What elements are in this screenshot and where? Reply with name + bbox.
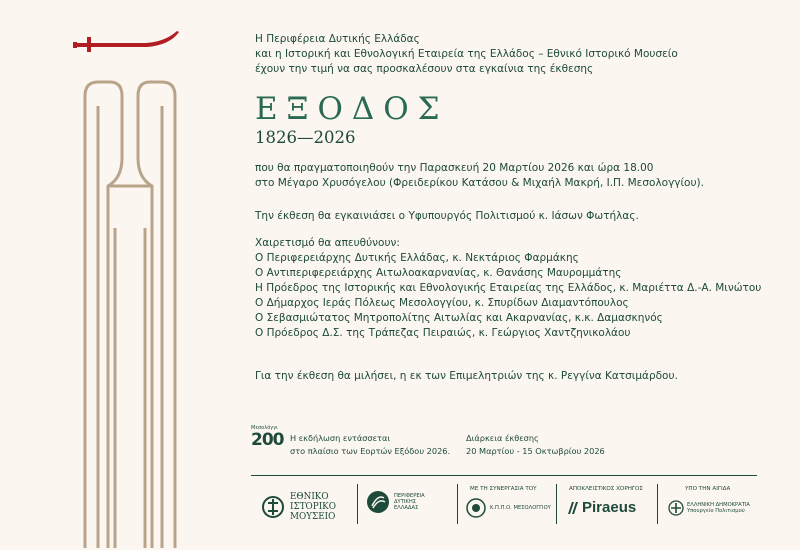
opening-text: Την έκθεση θα εγκαινιάσει ο Υφυπουργός Πολιτισμού κ. Ιάσων Φωτήλας. — [255, 210, 639, 222]
speaker-text: Για την έκθεση θα μιλήσει, η εκ των Επιμελητριών της κ. Ρεγγίνα Κατσιμάρδου. — [255, 370, 678, 382]
framework-text — [290, 432, 450, 458]
duration-label: Διάρκεια έκθεσης — [466, 433, 539, 443]
partner-name: Κ.Π.Π.Ο. ΜΕΣΟΛΟΓΓΙΟΥ — [490, 505, 551, 511]
region-emblem-icon — [366, 490, 390, 514]
greeting-item: Ο Δήμαρχος Ιεράς Πόλεως Μεσολογγίου, κ. Σπυρίδων Διαμαντόπουλος — [255, 297, 629, 309]
greeting-item: Η Πρόεδρος της Ιστορικής και Εθνολογικής Εταιρείας της Ελλάδος, κ. Μαριέττα Δ.-Α. Μινώτου — [255, 282, 762, 294]
exhibition-title: ΕΞΟΔΟΣ — [255, 91, 449, 127]
piraeus-slash-icon — [567, 501, 579, 515]
museum-emblem-icon — [262, 495, 284, 519]
region-name — [394, 493, 425, 511]
sponsor-caption: ΑΠΟΚΛΕΙΣΤΙΚΟΣ ΧΟΡΗΓΟΣ — [569, 486, 643, 492]
sponsor-name: Piraeus — [582, 499, 637, 516]
region-name-line: ΕΛΛΑΔΑΣ — [394, 505, 419, 511]
footer-separator — [457, 484, 458, 524]
aegis-name-line: Υπουργείο Πολιτισμού — [687, 508, 745, 514]
museum-name — [290, 492, 336, 522]
sword-icon — [73, 28, 183, 52]
greeting-item: Ο Σεβασμιώτατος Μητροπολίτης Αιτωλίας και Ακαρνανίας, κ.κ. Δαμασκηνός — [255, 312, 663, 324]
greek-coat-of-arms-icon — [668, 500, 684, 516]
sponsor-logo — [567, 499, 636, 516]
museum-name-line: ΜΟΥΣΕΙΟ — [290, 512, 336, 522]
greetings-heading: Χαιρετισμό θα απευθύνουν: — [255, 237, 400, 249]
greeting-item: Ο Αντιπεριφερειάρχης Αιτωλοακαρνανίας, κ. Θανάσης Μαυρομμάτης — [255, 267, 622, 279]
exhibition-years: 1826—2026 — [255, 128, 356, 147]
monument-emblem-icon — [70, 78, 190, 548]
footer-separator — [357, 484, 358, 524]
framework-line: στο πλαίσιο των Εορτών Εξόδου 2026. — [290, 446, 451, 456]
greeting-item: Ο Περιφερειάρχης Δυτικής Ελλάδας, κ. Νεκτάριος Φαρμάκης — [255, 252, 579, 264]
footer-separator — [657, 484, 658, 524]
framework-line: Η εκδήλωση εντάσσεται — [290, 433, 391, 443]
aegis-name-line: ΕΛΛΗΝΙΚΗ ΔΗΜΟΚΡΑΤΙΑ — [687, 502, 750, 508]
museum-name-line: ΕΘΝΙΚΟ — [290, 492, 329, 502]
footer-divider — [251, 475, 757, 476]
duration-text — [466, 432, 605, 458]
region-logo — [366, 490, 425, 514]
greetings-list — [255, 236, 761, 341]
anniversary-logo — [251, 425, 284, 457]
intro-text — [255, 32, 678, 77]
greeting-item: Ο Πρόεδρος Δ.Σ. της Τράπεζας Πειραιώς, κ. Γεώργιος Χαντζηνικολάου — [255, 327, 631, 339]
museum-name-line: ΙΣΤΟΡΙΚΟ — [290, 502, 336, 512]
anniversary-top: Μεσολόγγι — [251, 425, 278, 431]
event-line: που θα πραγματοποιηθούν την Παρασκευή 20 Μαρτίου 2026 και ώρα 18.00 — [255, 162, 654, 174]
aegis-name — [687, 502, 750, 514]
region-name-line: ΔΥΤΙΚΗΣ — [394, 499, 416, 505]
duration-dates: 20 Μαρτίου - 15 Οκτωβρίου 2026 — [466, 446, 605, 456]
partner-emblem-icon — [466, 498, 486, 518]
event-line: στο Μέγαρο Χρυσόγελου (Φρειδερίκου Κατάσου & Μιχαήλ Μακρή, Ι.Π. Μεσολογγίου). — [255, 177, 704, 189]
museum-logo — [262, 492, 336, 522]
aegis-logo — [668, 500, 750, 516]
intro-line: και η Ιστορική και Εθνολογική Εταιρεία της Ελλάδος – Εθνικό Ιστορικό Μουσείο — [255, 48, 678, 60]
intro-line: έχουν την τιμή να σας προσκαλέσουν στα εγκαίνια της έκθεσης — [255, 63, 594, 75]
partner-caption: ΜΕ ΤΗ ΣΥΝΕΡΓΑΣΙΑ ΤΟΥ — [470, 486, 537, 492]
aegis-caption: ΥΠΟ ΤΗΝ ΑΙΓΙΔΑ — [685, 486, 731, 492]
region-name-line: ΠΕΡΙΦΕΡΕΙΑ — [394, 493, 425, 499]
footer-separator — [556, 484, 557, 524]
partner-logo — [466, 498, 551, 518]
event-details — [255, 161, 704, 191]
anniversary-number: 200 — [251, 430, 284, 450]
intro-line: Η Περιφέρεια Δυτικής Ελλάδας — [255, 33, 420, 45]
